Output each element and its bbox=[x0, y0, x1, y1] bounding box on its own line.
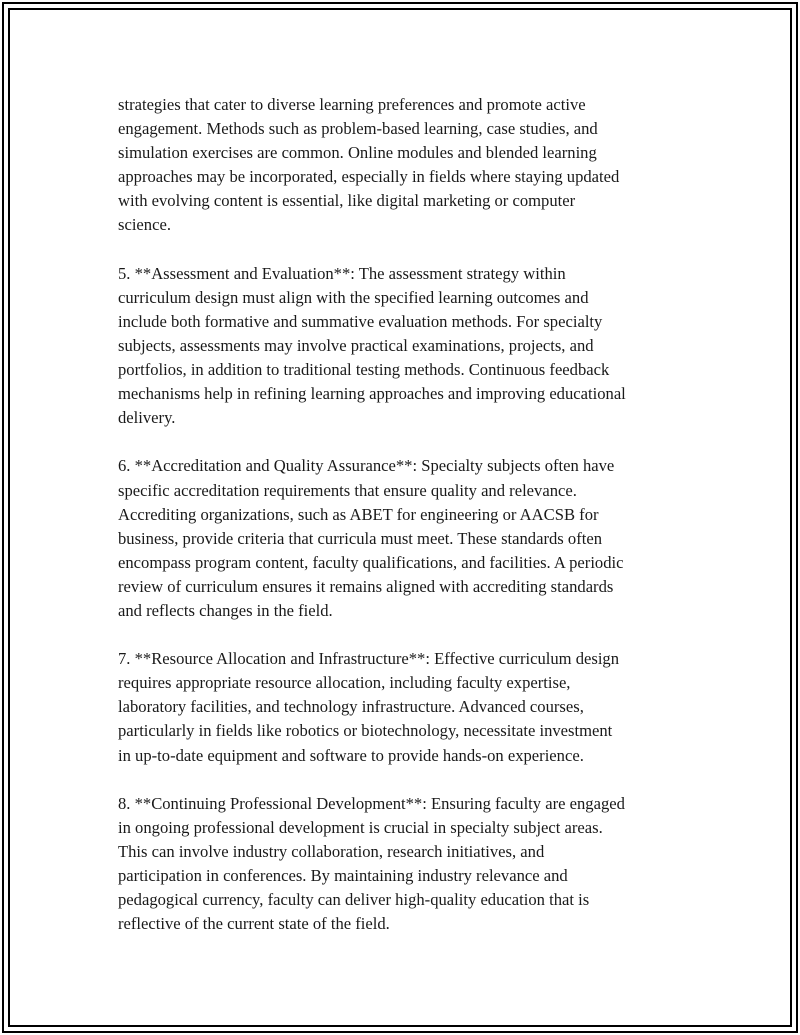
text-line: subjects, assessments may involve practical examinations, projects, and bbox=[118, 335, 594, 355]
text-line: participation in conferences. By maintaining industry relevance and bbox=[118, 866, 568, 885]
text-line: in up-to-date equipment and software to provide hands-on experience. bbox=[118, 745, 584, 765]
text-line: laboratory facilities, and technology infrastructure. Advanced courses, bbox=[118, 697, 584, 717]
text-line: approaches may be incorporated, especially in fields where staying updated bbox=[118, 167, 620, 187]
text-line: reflective of the current state of the field. bbox=[118, 914, 390, 934]
text-line: and reflects changes in the field. bbox=[118, 600, 333, 620]
text-line: curriculum design must align with the specified learning outcomes and bbox=[118, 287, 589, 307]
text-line: in ongoing professional development is crucial in specialty subject areas. bbox=[118, 817, 603, 837]
text-line: delivery. bbox=[118, 408, 176, 428]
paragraph-teaching-strategies bbox=[118, 93, 698, 238]
text-line: simulation exercises are common. Online modules and blended learning bbox=[118, 143, 597, 163]
text-line: 8. **Continuing Professional Development**: Ensuring faculty are engaged bbox=[118, 793, 625, 813]
text-line: with evolving content is essential, like digital marketing or computer bbox=[118, 191, 576, 211]
text-line: Accrediting organizations, such as ABET for engineering or AACSB for bbox=[118, 504, 599, 524]
text-line: portfolios, in addition to traditional testing methods. Continuous feedback bbox=[118, 360, 610, 380]
text-line: specific accreditation requirements that ensure quality and relevance. bbox=[118, 480, 577, 500]
text-line: 5. **Assessment and Evaluation**: The assessment strategy within bbox=[118, 263, 566, 283]
text-line: science. bbox=[118, 215, 171, 235]
text-line: mechanisms help in refining learning approaches and improving educational bbox=[118, 384, 626, 404]
text-line: pedagogical currency, faculty can deliver high-quality education that is bbox=[118, 890, 590, 910]
text-line: business, provide criteria that curricula must meet. These standards often bbox=[118, 528, 602, 548]
text-line: include both formative and summative evaluation methods. For specialty bbox=[118, 311, 603, 331]
text-line: particularly in fields like robotics or biotechnology, necessitate investment bbox=[118, 721, 613, 741]
paragraph-professional-development bbox=[118, 792, 698, 937]
text-line: strategies that cater to diverse learning preferences and promote active bbox=[118, 95, 586, 114]
paragraph-resource-allocation bbox=[118, 647, 698, 767]
paragraph-accreditation-quality bbox=[118, 454, 698, 623]
paragraph-assessment-evaluation bbox=[118, 262, 698, 431]
text-line: encompass program content, faculty qualifications, and facilities. A periodic bbox=[118, 552, 624, 572]
text-line: requires appropriate resource allocation, including faculty expertise, bbox=[118, 673, 571, 693]
text-line: 7. **Resource Allocation and Infrastructure**: Effective curriculum design bbox=[118, 649, 620, 669]
text-line: review of curriculum ensures it remains aligned with accrediting standards bbox=[118, 576, 614, 596]
text-line: This can involve industry collaboration, research initiatives, and bbox=[118, 841, 545, 861]
text-line: 6. **Accreditation and Quality Assurance**: Specialty subjects often have bbox=[118, 456, 615, 476]
document-body bbox=[118, 93, 698, 960]
text-line: engagement. Methods such as problem-based learning, case studies, and bbox=[118, 119, 598, 139]
